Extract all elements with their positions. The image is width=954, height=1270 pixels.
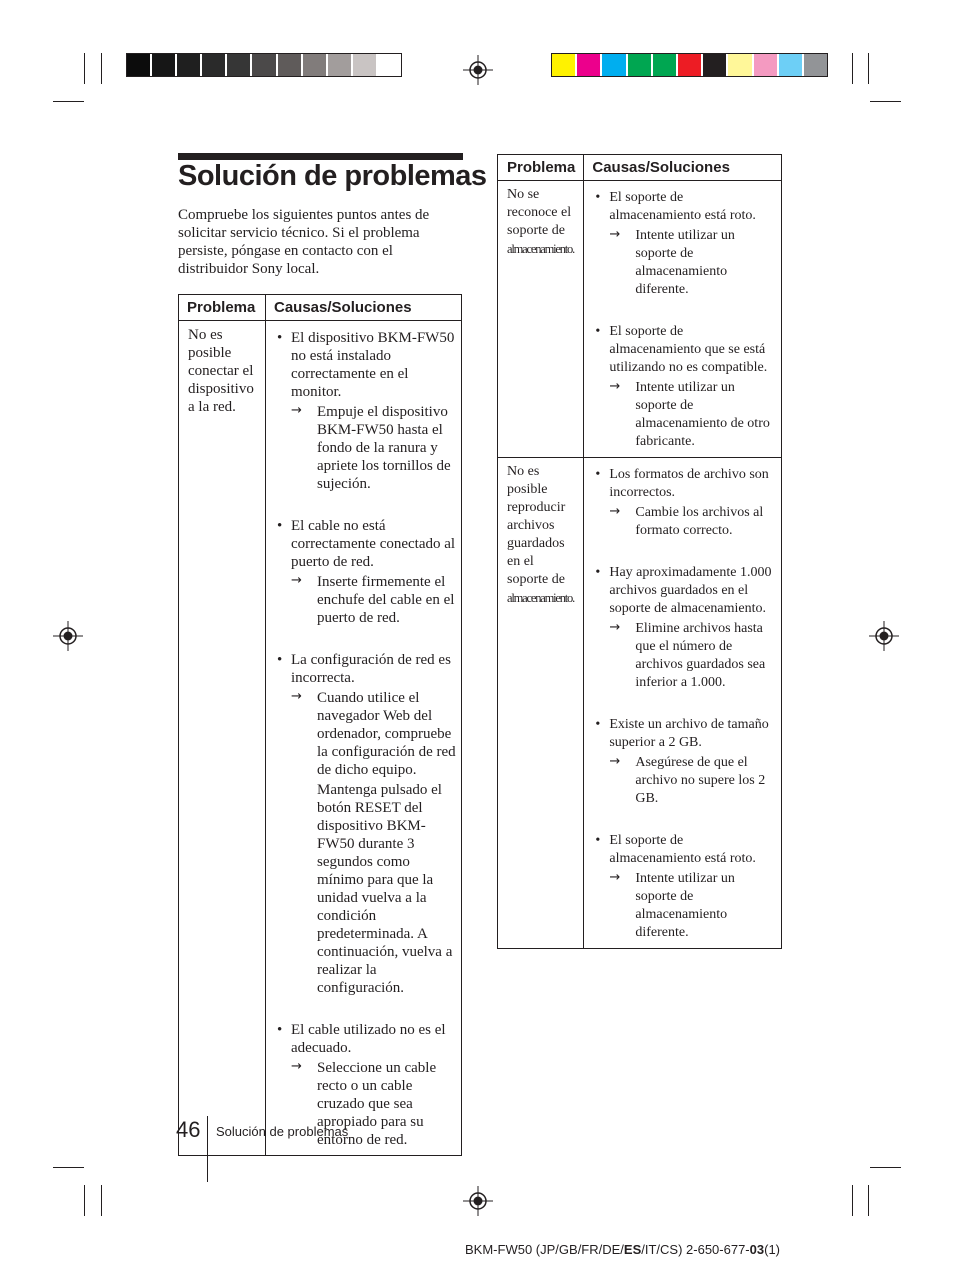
table-row xyxy=(498,458,782,949)
bullet-icon: • xyxy=(595,717,601,732)
color-swatch xyxy=(804,54,827,76)
problem-line: reconoce el xyxy=(507,205,572,220)
cause-group xyxy=(584,323,777,457)
cause-block xyxy=(584,870,777,942)
cause-bullet xyxy=(266,329,457,401)
cause-group xyxy=(266,651,457,1013)
remedy-text: Intente utilizar un soporte de almacenamiento diferente. xyxy=(635,228,735,297)
cause-group xyxy=(266,517,457,643)
problem-line: guardados xyxy=(507,536,565,551)
problem-line: almacenamiento. xyxy=(507,591,575,605)
title-rule xyxy=(178,153,463,160)
troubleshooting-table-right xyxy=(497,154,782,949)
cause-bullet xyxy=(266,517,457,571)
problem-cell xyxy=(498,181,584,458)
cause-bullet xyxy=(584,716,777,752)
causes-cell xyxy=(584,181,782,458)
cause-block xyxy=(584,754,777,808)
gray-swatch xyxy=(353,54,378,76)
cause-block xyxy=(584,379,777,451)
arrow-icon: → xyxy=(609,620,621,635)
doc-code-prefix: BKM-FW50 (JP/GB/FR/DE/ xyxy=(465,1242,624,1257)
bullet-icon: • xyxy=(595,324,601,339)
arrow-icon: → xyxy=(609,754,621,769)
problem-line: No se xyxy=(507,187,540,202)
cause-text: El soporte de almacenamiento que se está utilizando no es compatible. xyxy=(609,324,768,375)
cause-block xyxy=(584,227,777,299)
cause-block xyxy=(266,689,457,997)
registration-mark-icon xyxy=(53,621,83,651)
arrow-icon: → xyxy=(609,227,621,242)
arrow-icon: → xyxy=(291,1059,302,1074)
remedy-text: Elimine archivos hasta que el número de archivos guardados sea inferior a 1.000. xyxy=(635,621,766,690)
intro-paragraph: Compruebe los siguientes puntos antes de solicitar servicio técnico. Si el problema persiste, póngase en contacto con el distribuidor Sony local. xyxy=(178,207,430,277)
column-header-problem: Problema xyxy=(179,295,266,321)
remedy-text: Asegúrese de que el archivo no supere los 2 GB. xyxy=(635,755,766,806)
cause-group xyxy=(584,832,777,948)
arrow-icon: → xyxy=(609,379,621,394)
causes-cell xyxy=(266,321,462,1156)
color-swatch xyxy=(577,54,602,76)
bullet-icon: • xyxy=(595,467,601,482)
remedy-text: Intente utilizar un soporte de almacenamiento de otro fabricante. xyxy=(635,380,770,449)
remedy-text: Intente utilizar un soporte de almacenamiento diferente. xyxy=(635,871,735,940)
gray-swatch xyxy=(328,54,353,76)
bullet-icon: • xyxy=(595,833,601,848)
color-swatch xyxy=(602,54,627,76)
problem-line: en el xyxy=(507,554,534,569)
arrow-icon: → xyxy=(609,504,621,519)
color-swatch xyxy=(779,54,804,76)
gray-swatch xyxy=(303,54,328,76)
causes-cell xyxy=(584,458,782,949)
gray-calibration-bar xyxy=(126,53,402,77)
cause-text: La configuración de red es incorrecta. xyxy=(291,652,451,686)
cause-bullet xyxy=(584,564,777,618)
doc-code-version: 03 xyxy=(749,1242,765,1257)
cause-bullet xyxy=(584,466,777,502)
document-code xyxy=(465,1242,780,1257)
remedy-text: Inserte firmemente el enchufe del cable en el puerto de red. xyxy=(317,574,455,626)
gray-swatch xyxy=(378,54,401,76)
cause-text: Hay aproximadamente 1.000 archivos guardados en el soporte de almacenamiento. xyxy=(609,565,772,616)
cause-group xyxy=(584,189,777,315)
remedy-text: Seleccione un cable recto o un cable cruzado que sea apropiado para su entorno de red. xyxy=(317,1060,437,1148)
color-swatch xyxy=(754,54,779,76)
remedy xyxy=(291,689,457,779)
registration-mark-icon xyxy=(463,1186,493,1216)
cause-bullet xyxy=(266,1021,457,1057)
problem-text xyxy=(498,181,583,258)
remedy xyxy=(609,379,777,451)
bullet-icon: • xyxy=(277,330,283,346)
registration-mark-icon xyxy=(869,621,899,651)
color-swatch xyxy=(728,54,753,76)
cause-text: El soporte de almacenamiento está roto. xyxy=(609,833,756,866)
remedy-extra: Mantenga pulsado el botón RESET del dispositivo BKM-FW50 durante 3 segundos como mínimo para que la unidad vuelva a la condición predeterminada. A continuación, vuelva a realizar la configuración. xyxy=(317,782,453,996)
gray-swatch xyxy=(177,54,202,76)
bullet-icon: • xyxy=(277,652,283,668)
problem-line: soporte de xyxy=(507,572,565,587)
problem-line: almacenamiento. xyxy=(507,242,575,256)
remedy xyxy=(291,573,457,627)
table-row xyxy=(498,181,782,458)
color-swatch xyxy=(653,54,678,76)
color-swatch xyxy=(552,54,577,76)
cause-text: El soporte de almacenamiento está roto. xyxy=(609,190,756,223)
problem-cell xyxy=(498,458,584,949)
column-header-problem: Problema xyxy=(498,155,584,181)
remedy xyxy=(609,227,777,299)
color-swatch xyxy=(678,54,703,76)
cause-bullet xyxy=(584,832,777,868)
remedy xyxy=(291,403,457,493)
cause-block xyxy=(266,403,457,493)
problem-line: posible xyxy=(507,482,548,497)
cause-text: El cable utilizado no es el adecuado. xyxy=(291,1022,446,1056)
arrow-icon: → xyxy=(291,403,302,418)
cause-bullet xyxy=(584,189,777,225)
remedy-text: Cambie los archivos al formato correcto. xyxy=(635,505,764,538)
bullet-icon: • xyxy=(595,565,601,580)
remedy xyxy=(609,504,777,540)
gray-swatch xyxy=(278,54,303,76)
problem-line: soporte de xyxy=(507,223,565,238)
troubleshooting-table-left xyxy=(178,294,462,1156)
arrow-icon: → xyxy=(291,573,302,588)
remedy-text: Empuje el dispositivo BKM-FW50 hasta el fondo de la ranura y apriete los tornillos de sujeción. xyxy=(317,404,451,492)
page-title: Solución de problemas xyxy=(178,160,487,192)
page-number: 46 xyxy=(176,1117,201,1142)
problem-cell xyxy=(179,321,266,1156)
doc-code-mid: /IT/CS) 2-650-677- xyxy=(641,1242,750,1257)
remedy xyxy=(609,620,777,692)
gray-swatch xyxy=(152,54,177,76)
column-header-cause: Causas/Soluciones xyxy=(584,155,782,181)
problem-line: No es xyxy=(507,464,540,479)
doc-code-suffix: (1) xyxy=(764,1242,780,1257)
bullet-icon: • xyxy=(277,518,283,534)
bullet-icon: • xyxy=(595,190,601,205)
cause-text: Existe un archivo de tamaño superior a 2 GB. xyxy=(609,717,769,750)
doc-code-lang: ES xyxy=(623,1242,642,1257)
running-footer-section: Solución de problemas xyxy=(216,1124,349,1139)
cause-group xyxy=(584,564,777,708)
cause-group xyxy=(584,466,777,556)
cause-group xyxy=(266,329,457,509)
cause-block xyxy=(266,573,457,627)
table-row xyxy=(179,321,462,1156)
problem-line: archivos xyxy=(507,518,555,533)
cause-text: El dispositivo BKM-FW50 no está instalado correctamente en el monitor. xyxy=(291,330,455,400)
page-number-rule xyxy=(207,1116,208,1182)
cause-text: Los formatos de archivo son incorrectos. xyxy=(609,467,769,500)
arrow-icon: → xyxy=(609,870,621,885)
cause-text: El cable no está correctamente conectado al puerto de red. xyxy=(291,518,456,570)
color-swatch xyxy=(703,54,728,76)
cause-block xyxy=(584,620,777,692)
problem-line: reproducir xyxy=(507,500,566,515)
problem-text xyxy=(498,458,583,607)
gray-swatch xyxy=(227,54,252,76)
remedy xyxy=(609,870,777,942)
cause-bullet xyxy=(584,323,777,377)
gray-swatch xyxy=(127,54,152,76)
color-calibration-bar xyxy=(551,53,828,77)
remedy-text: Cuando utilice el navegador Web del ordenador, compruebe la configuración de red de dicho equipo. xyxy=(317,690,456,778)
gray-swatch xyxy=(202,54,227,76)
remedy xyxy=(609,754,777,808)
gray-swatch xyxy=(252,54,277,76)
color-swatch xyxy=(628,54,653,76)
column-header-cause: Causas/Soluciones xyxy=(266,295,462,321)
arrow-icon: → xyxy=(291,689,302,704)
cause-bullet xyxy=(266,651,457,687)
cause-block xyxy=(584,504,777,540)
bullet-icon: • xyxy=(277,1022,283,1038)
cause-group xyxy=(584,716,777,824)
problem-text: No es posible conectar el dispositivo a la red. xyxy=(188,327,254,415)
registration-mark-icon xyxy=(463,55,493,85)
